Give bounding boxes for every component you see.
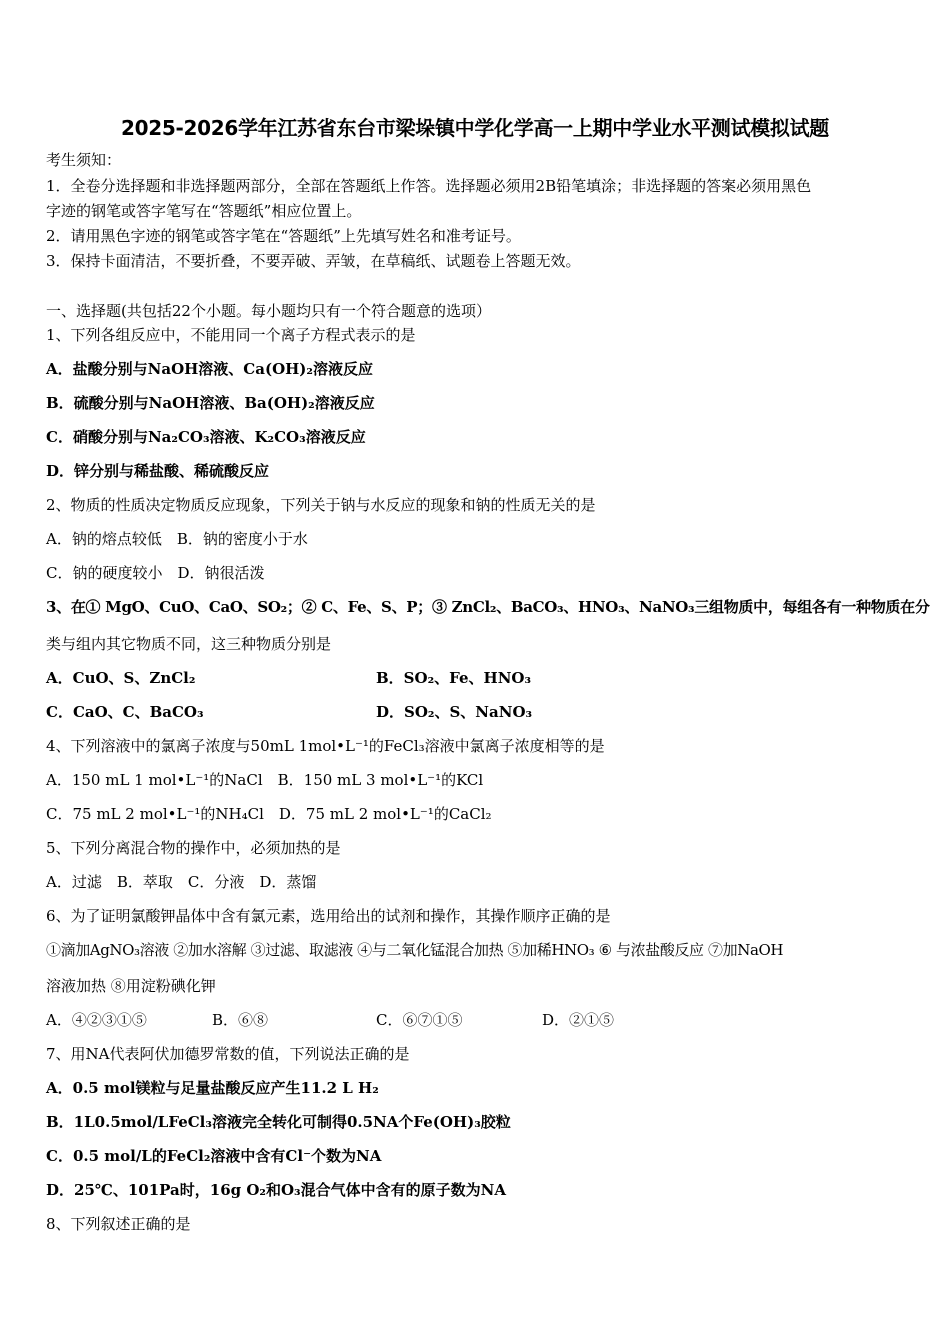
- q1-option-c: C．硝酸分别与Na₂CO₃溶液、K₂CO₃溶液反应: [46, 428, 366, 446]
- q1-option-d: D．锌分别与稀盐酸、稀硫酸反应: [46, 462, 270, 480]
- q3-stem-b: 类与组内其它物质不同，这三种物质分别是: [46, 635, 332, 653]
- q2-options-ab: A．钠的熔点较低 B．钠的密度小于水: [46, 530, 308, 548]
- q6-operations-a: ①滴加AgNO₃溶液 ②加水溶解 ③过滤、取滤液 ④与二氧化锰混合加热 ⑤加稀HNO₃ ⑥ 与浓盐酸反应 ⑦加NaOH: [46, 941, 784, 959]
- q1-option-b: B．硫酸分别与NaOH溶液、Ba(OH)₂溶液反应: [46, 394, 375, 412]
- page-title: 2025-2026学年江苏省东台市梁垛镇中学化学高一上期中学业水平测试模拟试题: [121, 116, 829, 140]
- q5-stem: 5、下列分离混合物的操作中，必须加热的是: [46, 839, 341, 857]
- q4-options-ab: A．150 mL 1 mol•L⁻¹的NaCl B．150 mL 3 mol•L⁻¹的KCl: [46, 771, 484, 789]
- q6-option-b: B．⑥⑧: [212, 1011, 269, 1029]
- q7-option-a: A．0.5 mol镁粒与足量盐酸反应产生11.2 L H₂: [46, 1079, 379, 1097]
- notice-heading: 考生须知：: [46, 151, 122, 169]
- q3-option-a: A．CuO、S、ZnCl₂: [46, 669, 196, 687]
- q6-option-d: D．②①⑤: [542, 1011, 615, 1029]
- q1-option-a: A．盐酸分别与NaOH溶液、Ca(OH)₂溶液反应: [46, 360, 373, 378]
- q7-option-c: C．0.5 mol/L的FeCl₂溶液中含有Cl⁻个数为NA: [46, 1147, 382, 1165]
- q6-stem: 6、为了证明氯酸钾晶体中含有氯元素，选用给出的试剂和操作，其操作顺序正确的是: [46, 907, 611, 925]
- q2-stem: 2、物质的性质决定物质反应现象，下列关于钠与水反应的现象和钠的性质无关的是: [46, 496, 596, 514]
- q6-operations-b: 溶液加热 ⑧用淀粉碘化钾: [46, 977, 216, 995]
- q8-stem: 8、下列叙述正确的是: [46, 1215, 191, 1233]
- q3-stem-a: 3、在① MgO、CuO、CaO、SO₂；② C、Fe、S、P；③ ZnCl₂、BaCO₃、HNO₃、NaNO₃三组物质中，每组各有一种物质在分: [46, 598, 930, 616]
- notice-item-2: 2．请用黑色字迹的钢笔或答字笔在“答题纸”上先填写姓名和准考证号。: [46, 227, 521, 245]
- notice-item-3: 3．保持卡面清洁，不要折叠，不要弄破、弄皱，在草稿纸、试题卷上答题无效。: [46, 252, 581, 270]
- q5-options: A．过滤 B．萃取 C．分液 D．蒸馏: [46, 873, 317, 891]
- q3-option-c: C．CaO、C、BaCO₃: [46, 703, 204, 721]
- notice-item-1b: 字迹的钢笔或答字笔写在“答题纸”相应位置上。: [46, 202, 362, 220]
- q4-stem: 4、下列溶液中的氯离子浓度与50mL 1mol•L⁻¹的FeCl₃溶液中氯离子浓度相等的是: [46, 737, 605, 755]
- q1-stem: 1、下列各组反应中，不能用同一个离子方程式表示的是: [46, 326, 416, 344]
- q4-options-cd: C．75 mL 2 mol•L⁻¹的NH₄Cl D．75 mL 2 mol•L⁻¹的CaCl₂: [46, 805, 492, 823]
- section-heading: 一、选择题(共包括22个小题。每小题均只有一个符合题意的选项）: [46, 302, 491, 320]
- q6-option-c: C．⑥⑦①⑤: [376, 1011, 463, 1029]
- q7-option-b: B．1L0.5mol/LFeCl₃溶液完全转化可制得0.5NA个Fe(OH)₃胶粒: [46, 1113, 511, 1131]
- notice-item-1a: 1．全卷分选择题和非选择题两部分，全部在答题纸上作答。选择题必须用2B铅笔填涂；非选择题的答案必须用黑色: [46, 177, 812, 195]
- q6-option-a: A．④②③①⑤: [46, 1011, 147, 1029]
- q3-option-d: D．SO₂、S、NaNO₃: [376, 703, 533, 721]
- q2-options-cd: C．钠的硬度较小 D．钠很活泼: [46, 564, 265, 582]
- q3-option-b: B．SO₂、Fe、HNO₃: [376, 669, 532, 687]
- q7-option-d: D．25℃、101Pa时，16g O₂和O₃混合气体中含有的原子数为NA: [46, 1181, 506, 1199]
- q7-stem: 7、用NA代表阿伏加德罗常数的值，下列说法正确的是: [46, 1045, 410, 1063]
